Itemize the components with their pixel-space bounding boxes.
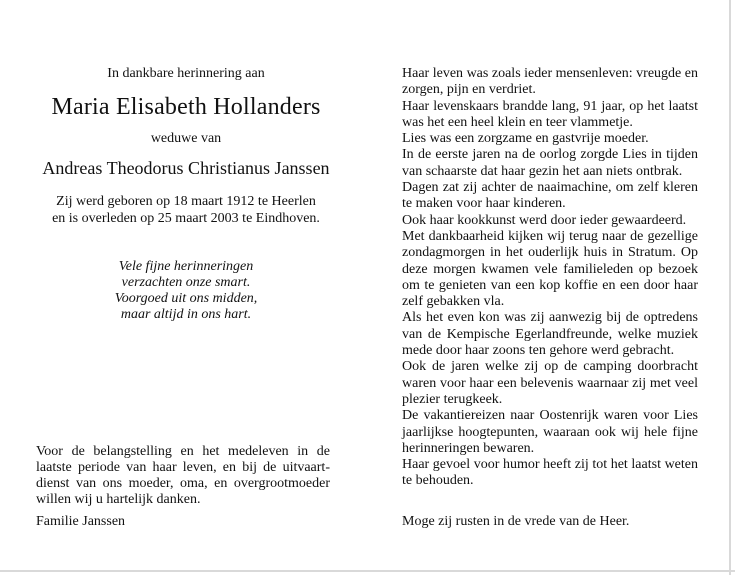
life-story-column	[402, 66, 698, 490]
thank-you-text: Voor de belangstelling en het medeleven in de laatste periode van haar leven, en bij de uitvaart-dienst van ons moeder, oma, en overgrootmoeder willen wij u hartelijk danken.	[36, 444, 330, 507]
story-paragraph: De vakantiereizen naar Oostenrijk waren voor Lies jaarlijkse hoogtepunten, waaraan ook wij hele fijne herinneringen bewaren.	[402, 408, 698, 456]
card-border-bottom	[0, 570, 735, 572]
story-paragraph: Lies was een zorgzame en gastvrije moeder.	[402, 131, 649, 147]
story-paragraph: Met dankbaarheid kijken wij terug naar de gezellige zondagmorgen in het ouderlijk huis in Stratum. Op deze morgen kwamen vele familieleden op bezoek om te genieten van een kop koffie en een door haar zelf gebakken vla.	[402, 228, 698, 310]
thank-you-note	[36, 444, 330, 508]
story-paragraph: Dagen zat zij achter de naaimachine, om zelf kleren te maken voor haar kinderen.	[402, 180, 698, 212]
story-paragraph: Ook de jaren welke zij op de camping doorbracht waren voor haar een belevenis waarnaar zij met veel plezier terugkeek.	[402, 359, 698, 407]
widow-label: weduwe van	[150, 131, 222, 146]
poem-line: maar altijd in ons hart.	[120, 307, 252, 322]
story-paragraph: In de eerste jaren na de oorlog zorgde Lies in tijden van schaarste dat haar gezin het aan niets ontbrak.	[402, 147, 698, 179]
family-signature: Familie Janssen	[36, 514, 126, 529]
story-paragraph: Als het even kon was zij aanwezig bij de optredens van de Kempische Egerlandfreunde, welke muziek mede door haar zoons ten gehore werd gebracht.	[402, 310, 698, 359]
left-column	[36, 66, 336, 323]
story-paragraph: Haar leven was zoals ieder mensenleven: vreugde en zorgen, pijn en verdriet.	[402, 66, 698, 98]
story-paragraph: Haar gevoel voor humor heeft zij tot het laatst weten te behouden.	[402, 457, 698, 489]
poem-line: Voorgoed uit ons midden,	[114, 291, 258, 306]
closing-blessing: Moge zij rusten in de vrede van de Heer.	[402, 514, 630, 529]
intro-text: In dankbare herinnering aan	[107, 66, 265, 81]
story-paragraph: Ook haar kookkunst werd door ieder gewaardeerd.	[402, 212, 687, 228]
story-paragraph: Haar levenskaars brandde lang, 91 jaar, op het laatst was het een heel klein en teer vlammetje.	[402, 98, 698, 130]
birth-line: Zij werd geboren op 18 maart 1912 te Heerlen	[56, 194, 316, 209]
death-line: en is overleden op 25 maart 2003 te Eindhoven.	[52, 211, 320, 226]
card-border-right	[729, 0, 731, 575]
life-dates	[36, 193, 336, 227]
poem-line: Vele fijne herinneringen	[118, 259, 254, 274]
poem-line: verzachten onze smart.	[121, 275, 251, 290]
memorial-poem	[36, 259, 336, 323]
deceased-name: Maria Elisabeth Hollanders	[51, 94, 321, 120]
husband-name: Andreas Theodorus Christianus Janssen	[42, 158, 330, 178]
